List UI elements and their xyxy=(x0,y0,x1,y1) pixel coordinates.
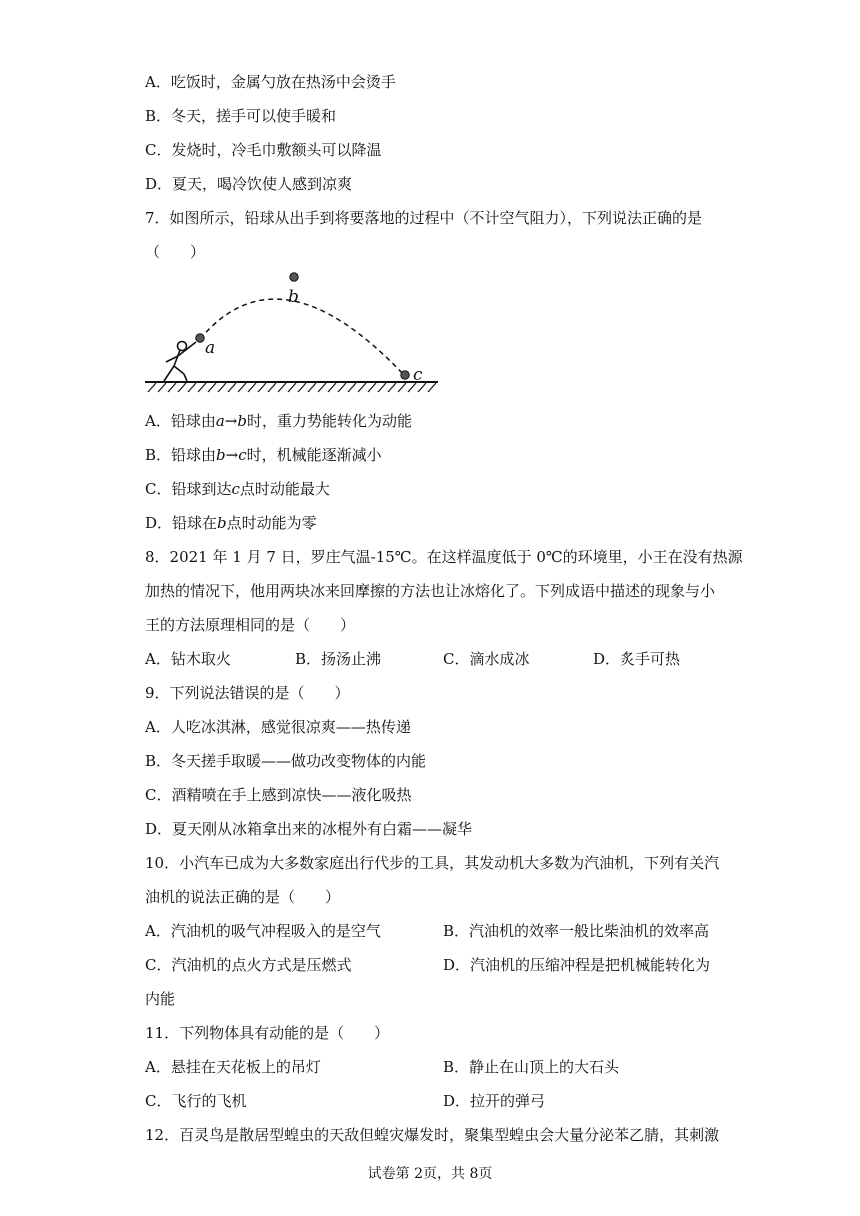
q10-stem-line2: 油机的说法正确的是（ ） xyxy=(145,888,341,906)
q8-option-c: C．滴水成冰 xyxy=(443,650,530,668)
q6-option-d: D．夏天，喝冷饮使人感到凉爽 xyxy=(145,175,353,193)
q11-option-c: C．飞行的飞机 xyxy=(145,1092,247,1110)
q8-stem-line2: 加热的情况下，他用两块冰来回摩擦的方法也让冰熔化了。下列成语中描述的现象与小 xyxy=(145,582,716,600)
q11-option-a: A．悬挂在天花板上的吊灯 xyxy=(145,1058,321,1076)
q11-option-d: D．拉开的弹弓 xyxy=(443,1092,546,1110)
q10-option-a: A．汽油机的吸气冲程吸入的是空气 xyxy=(145,922,381,940)
ball-a xyxy=(196,334,204,342)
label-a: a xyxy=(205,338,216,358)
q11-option-b: B．静止在山顶上的大石头 xyxy=(443,1058,620,1076)
q10-option-d: D．汽油机的压缩冲程是把机械能转化为 xyxy=(443,956,711,974)
q7-option-c: C．铅球到达c点时动能最大 xyxy=(145,480,330,498)
shot-put-figure xyxy=(140,262,450,397)
q6-option-a: A．吃饭时，金属勺放在热汤中会烫手 xyxy=(145,73,396,91)
ball-c xyxy=(401,371,409,379)
trajectory-dashed-curve xyxy=(200,299,404,375)
q8-option-d: D．炙手可热 xyxy=(593,650,681,668)
label-b: b xyxy=(288,287,299,307)
label-c: c xyxy=(413,365,423,385)
q6-option-b: B．冬天，搓手可以使手暖和 xyxy=(145,107,337,125)
q10-option-c: C．汽油机的点火方式是压燃式 xyxy=(145,956,352,974)
q7-option-b: B．铅球由b→c时，机械能逐渐减小 xyxy=(145,446,382,464)
q9-option-c: C．酒精喷在手上感到凉快——液化吸热 xyxy=(145,786,412,804)
q9-option-b: B．冬天搓手取暖——做功改变物体的内能 xyxy=(145,752,427,770)
q10-stem-line1: 10．小汽车已成为大多数家庭出行代步的工具，其发动机大多数为汽油机，下列有关汽 xyxy=(145,854,720,872)
ball-b xyxy=(290,273,298,281)
q8-option-b: B．扬汤止沸 xyxy=(295,650,382,668)
q9-option-d: D．夏天刚从冰箱拿出来的冰棍外有白霜——凝华 xyxy=(145,820,473,838)
q7-option-a: A．铅球由a→b时，重力势能转化为动能 xyxy=(145,412,412,430)
q11-stem: 11．下列物体具有动能的是（ ） xyxy=(145,1024,390,1042)
q9-stem: 9．下列说法错误的是（ ） xyxy=(145,684,350,702)
q6-option-c: C．发烧时，冷毛巾敷额头可以降温 xyxy=(145,141,382,159)
q10-option-d-continued: 内能 xyxy=(145,990,176,1008)
thrower-figure xyxy=(164,342,196,382)
q8-stem-line1: 8．2021 年 1 月 7 日，罗庄气温-15℃。在这样温度低于 0℃的环境里，小王在没有热源 xyxy=(145,548,743,566)
page-footer: 试卷第 2页，共 8页 xyxy=(367,1166,493,1182)
q12-stem-line1: 12．百灵鸟是散居型蝗虫的天敌但蝗灾爆发时，聚集型蝗虫会大量分泌苯乙腈，其刺激 xyxy=(145,1126,720,1144)
ground-hatching xyxy=(148,383,436,392)
q8-option-a: A．钻木取火 xyxy=(145,650,231,668)
q10-option-b: B．汽油机的效率一般比柴油机的效率高 xyxy=(443,922,710,940)
q7-option-d: D．铅球在b点时动能为零 xyxy=(145,514,317,532)
q8-stem-line3: 王的方法原理相同的是（ ） xyxy=(145,616,356,634)
q7-stem-parens: （ ） xyxy=(145,243,206,261)
q7-stem: 7．如图所示，铅球从出手到将要落地的过程中（不计空气阻力），下列说法正确的是 xyxy=(145,209,703,227)
q9-option-a: A．人吃冰淇淋，感觉很凉爽——热传递 xyxy=(145,718,411,736)
